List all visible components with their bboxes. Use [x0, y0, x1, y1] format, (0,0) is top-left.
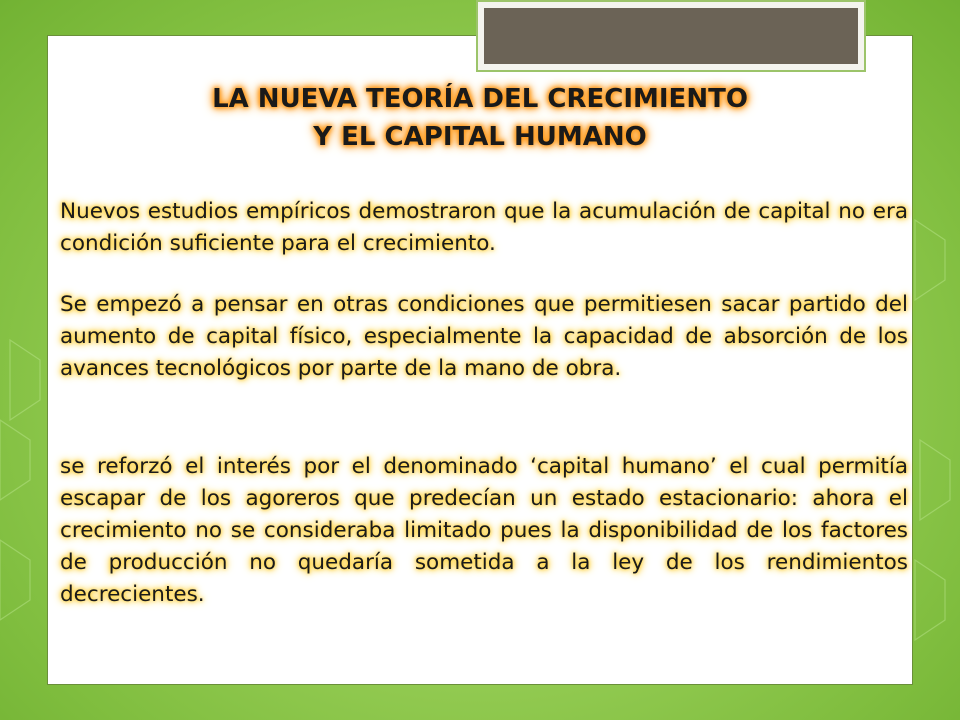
paragraph-3: se reforzó el interés por el denominado ‘capital humano’ el cual permitía escapar de los agoreros que predecían un estado estacionario: ahora el crecimiento no se consideraba limitado pues la disponibilidad de los factores de producción no quedaría sometida a la ley de los rendimientos decrecientes.: [60, 454, 908, 607]
photo-placeholder: [484, 8, 858, 64]
paragraph-2: Se empezó a pensar en otras condiciones que permitiesen sacar partido del aumento de capital físico, especialmente la capacidad de absorción de los avances tecnológicos por parte de la mano de obra.: [60, 292, 908, 381]
paragraph-1: Nuevos estudios empíricos demostraron que la acumulación de capital no era condición suficiente para el crecimiento.: [60, 199, 908, 256]
slide-title: [47, 80, 913, 156]
title-line-1: LA NUEVA TEORÍA DEL CRECIMIENTO: [212, 84, 748, 114]
title-line-2: Y EL CAPITAL HUMANO: [313, 122, 647, 152]
photo-frame: [476, 0, 866, 72]
